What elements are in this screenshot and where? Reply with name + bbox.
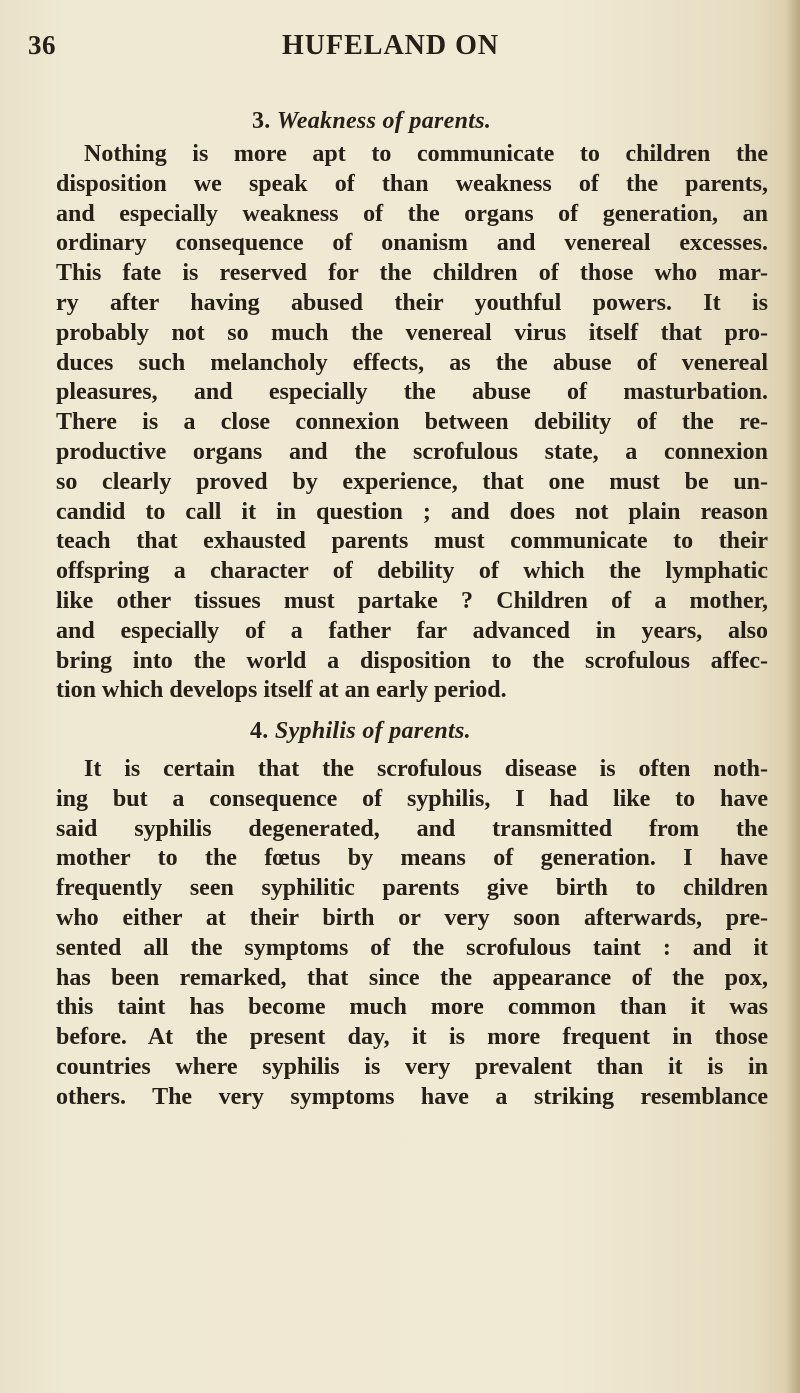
running-title: HUFELAND ON bbox=[282, 30, 500, 61]
section-heading-3 bbox=[252, 108, 491, 135]
text-line: and especially of a father far advanced in years, also bbox=[56, 617, 768, 644]
text-line: This fate is reserved for the children of those who mar- bbox=[56, 260, 768, 287]
text-line: countries where syphilis is very prevalent than it is in bbox=[56, 1053, 768, 1080]
text-line: probably not so much the venereal virus itself that pro- bbox=[56, 319, 768, 346]
text-line: before. At the present day, it is more frequent in those bbox=[56, 1024, 768, 1051]
text-line: ry after having abused their youthful powers. It is bbox=[56, 289, 768, 316]
page-number: 36 bbox=[28, 30, 56, 60]
page-edge-shadow bbox=[786, 0, 800, 1393]
text-line: teach that exhausted parents must communicate to their bbox=[56, 528, 768, 555]
text-line: sented all the symptoms of the scrofulous taint : and it bbox=[56, 934, 768, 961]
section-title: Syphilis of parents. bbox=[274, 718, 471, 744]
text-line: bring into the world a disposition to the scrofulous affec- bbox=[56, 647, 768, 674]
text-line: mother to the fœtus by means of generation. I have bbox=[56, 845, 768, 872]
section-number: 4. bbox=[250, 718, 269, 744]
text-line: There is a close connexion between debility of the re- bbox=[56, 409, 768, 436]
section-title: Weakness of parents. bbox=[276, 108, 492, 134]
text-line: frequently seen syphilitic parents give birth to children bbox=[56, 875, 768, 902]
text-line: who either at their birth or very soon afterwards, pre- bbox=[56, 904, 768, 931]
running-head bbox=[28, 30, 768, 70]
text-line: has been remarked, that since the appearance of the pox, bbox=[56, 964, 768, 991]
text-line: and especially weakness of the organs of generation, an bbox=[56, 200, 768, 227]
text-line: offspring a character of debility of which the lymphatic bbox=[56, 558, 768, 585]
text-line: pleasures, and especially the abuse of masturbation. bbox=[56, 379, 768, 406]
text-line: said syphilis degenerated, and transmitted from the bbox=[56, 815, 768, 842]
text-line: this taint has become much more common than it was bbox=[56, 994, 768, 1021]
section-body-4 bbox=[56, 755, 768, 1113]
text-line: others. The very symptoms have a striking resemblance bbox=[56, 1083, 768, 1110]
text-line: duces such melancholy effects, as the abuse of venereal bbox=[56, 349, 768, 376]
text-line: so clearly proved by experience, that one must be un- bbox=[56, 468, 768, 495]
section-heading-4 bbox=[250, 718, 471, 745]
text-line: productive organs and the scrofulous state, a connexion bbox=[56, 438, 768, 465]
text-line: It is certain that the scrofulous disease is often noth- bbox=[84, 756, 768, 782]
text-line: ordinary consequence of onanism and venereal excesses. bbox=[56, 230, 768, 257]
section-number: 3. bbox=[252, 108, 271, 134]
text-line: Nothing is more apt to communicate to children the bbox=[84, 141, 768, 167]
text-line: like other tissues must partake ? Children of a mother, bbox=[56, 587, 768, 614]
text-line: candid to call it in question ; and does not plain reason bbox=[56, 498, 768, 525]
section-body-3 bbox=[56, 140, 768, 706]
text-line: ing but a consequence of syphilis, I had like to have bbox=[56, 785, 768, 812]
text-line: disposition we speak of than weakness of the parents, bbox=[56, 170, 768, 197]
text-line: tion which develops itself at an early period. bbox=[56, 677, 507, 704]
